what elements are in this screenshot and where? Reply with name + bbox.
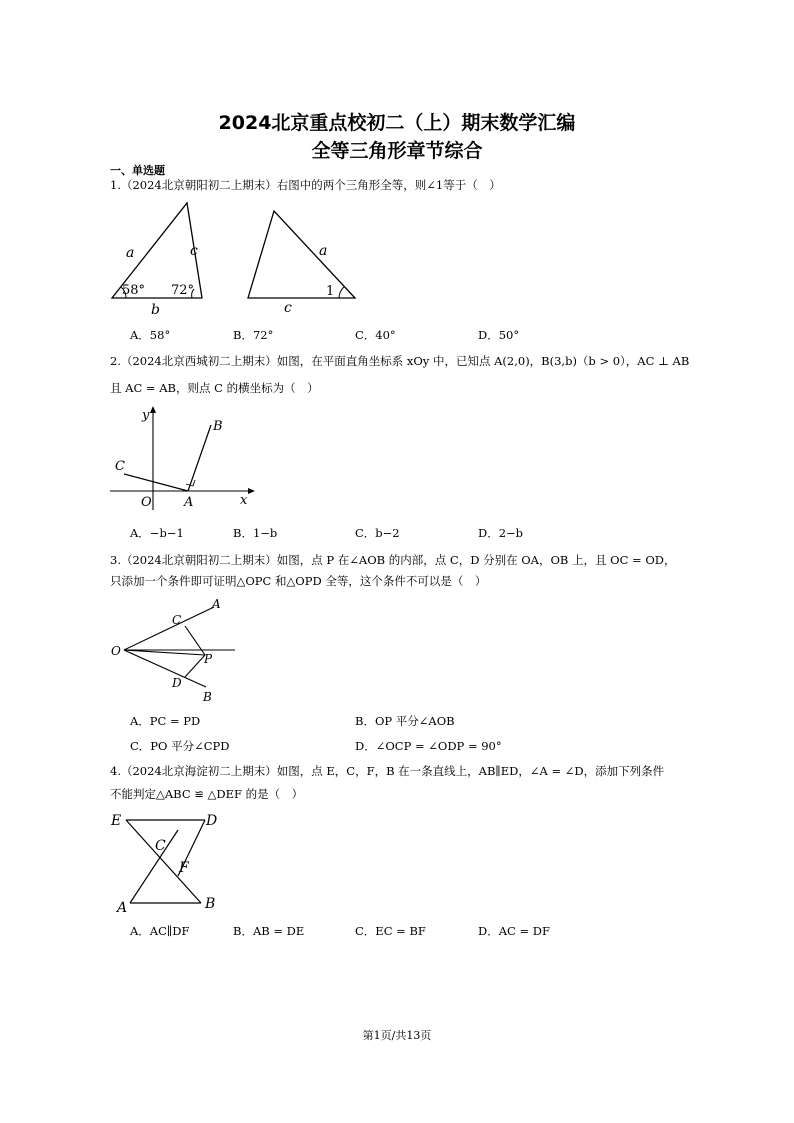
question-1-figure bbox=[100, 195, 370, 320]
label-c: C bbox=[172, 613, 182, 627]
segment-eb bbox=[126, 820, 201, 903]
document-subtitle: 全等三角形章节综合 bbox=[311, 140, 483, 162]
q2-option-a[interactable]: A．−b−1 bbox=[130, 526, 184, 540]
q3-option-b[interactable]: B．OP 平分∠AOB bbox=[355, 714, 455, 728]
y-axis-arrow-icon bbox=[150, 406, 156, 413]
label-d: D bbox=[172, 676, 182, 690]
label-d: D bbox=[206, 813, 218, 829]
label-angle-1: 1 bbox=[326, 284, 335, 299]
ray-oa bbox=[124, 607, 214, 650]
segment-cp bbox=[185, 626, 205, 655]
question-4-stem-line2: 不能判定△ABC ≌ △DEF 的是（ ） bbox=[110, 787, 304, 801]
q4-option-a[interactable]: A．AC∥DF bbox=[130, 924, 190, 938]
q4-option-b[interactable]: B．AB = DE bbox=[233, 924, 305, 938]
question-2-stem-line2: 且 AC = AB，则点 C 的横坐标为（ ） bbox=[110, 381, 319, 395]
label-58-degrees: 58° bbox=[122, 283, 146, 298]
segment-ab bbox=[188, 425, 211, 491]
x-axis-arrow-icon bbox=[248, 488, 255, 494]
segment-ac bbox=[130, 830, 178, 903]
question-3-stem-line1: 3.（2024北京朝阳初二上期末）如图，点 P 在∠AOB 的内部，点 C，D 分别在 OA，OB 上，且 OC = OD， bbox=[110, 553, 676, 567]
label-a-left: a bbox=[126, 245, 135, 261]
label-72-degrees: 72° bbox=[171, 283, 195, 298]
q3-option-c[interactable]: C．PO 平分∠CPD bbox=[130, 739, 230, 753]
label-b-left: b bbox=[151, 302, 160, 318]
label-x: x bbox=[240, 493, 248, 508]
question-4-figure bbox=[105, 808, 230, 913]
question-4-stem-line1: 4.（2024北京海淀初二上期末）如图，点 E，C，F，B 在一条直线上，AB∥ED，∠A = ∠D，添加下列条件 bbox=[110, 764, 665, 778]
label-b: B bbox=[203, 690, 212, 704]
document-title: 2024北京重点校初二（上）期末数学汇编 bbox=[218, 112, 576, 134]
ray-ob bbox=[124, 650, 206, 687]
question-2-figure bbox=[105, 402, 255, 512]
q4-option-c[interactable]: C．EC = BF bbox=[355, 924, 426, 938]
q2-option-b[interactable]: B．1−b bbox=[233, 526, 278, 540]
q2-option-d[interactable]: D．2−b bbox=[478, 526, 524, 540]
segment-ac bbox=[124, 474, 188, 491]
label-o: O bbox=[141, 495, 152, 510]
question-1-stem: 1.（2024北京朝阳初二上期末）右图中的两个三角形全等，则∠1等于（ ） bbox=[110, 178, 501, 192]
section-heading: 一、单选题 bbox=[110, 164, 165, 177]
segment-dp bbox=[185, 655, 205, 677]
label-a-right: a bbox=[319, 243, 328, 259]
label-y: y bbox=[142, 408, 150, 423]
label-c: C bbox=[115, 459, 125, 474]
q1-option-d[interactable]: D．50° bbox=[478, 328, 520, 342]
label-c-right: c bbox=[284, 300, 292, 316]
question-3-stem-line2: 只添加一个条件即可证明△OPC 和△OPD 全等，这个条件不可以是（ ） bbox=[110, 574, 487, 588]
label-o: O bbox=[111, 644, 121, 658]
label-p: P bbox=[204, 652, 213, 666]
label-b: B bbox=[213, 419, 223, 434]
label-c: C bbox=[155, 838, 166, 854]
triangle-right bbox=[248, 211, 355, 298]
angle-arc-1 bbox=[339, 287, 344, 298]
q1-option-b[interactable]: B．72° bbox=[233, 328, 274, 342]
label-b: B bbox=[205, 896, 216, 912]
label-f: F bbox=[179, 860, 189, 876]
q1-option-c[interactable]: C．40° bbox=[355, 328, 396, 342]
label-a: A bbox=[117, 900, 128, 913]
q1-option-a[interactable]: A．58° bbox=[130, 328, 171, 342]
page-footer: 第1页/共13页 bbox=[362, 1029, 432, 1042]
label-e: E bbox=[111, 813, 122, 829]
segment-op bbox=[124, 650, 205, 655]
label-a: A bbox=[184, 495, 194, 510]
question-3-figure bbox=[105, 592, 245, 707]
q2-option-c[interactable]: C．b−2 bbox=[355, 526, 400, 540]
q3-option-a[interactable]: A．PC = PD bbox=[130, 714, 201, 728]
question-2-stem-line1: 2.（2024北京西城初二上期末）如图，在平面直角坐标系 xOy 中，已知点 A(2,0)，B(3,b)（b > 0），AC ⊥ AB bbox=[110, 354, 690, 368]
label-a: A bbox=[212, 597, 221, 611]
label-c-left: c bbox=[190, 243, 198, 259]
q4-option-d[interactable]: D．AC = DF bbox=[478, 924, 550, 938]
q3-option-d[interactable]: D．∠OCP = ∠ODP = 90° bbox=[355, 739, 502, 753]
